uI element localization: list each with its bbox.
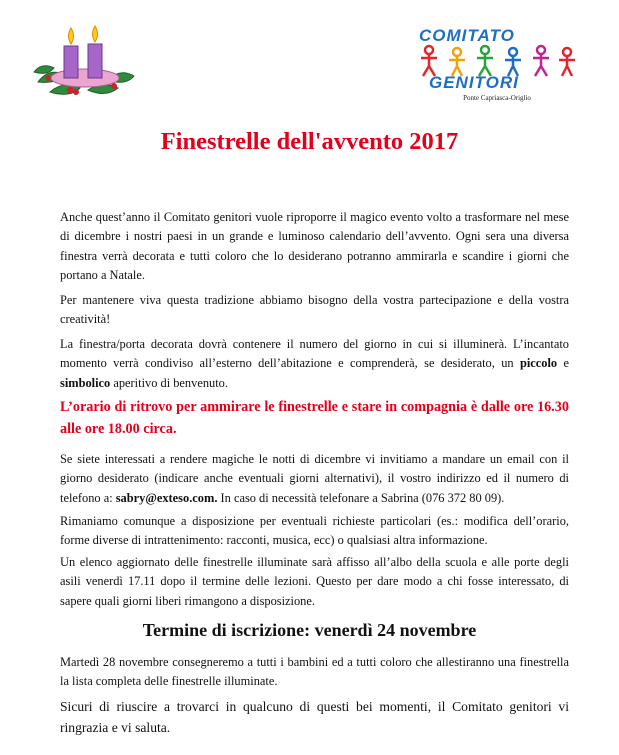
tradition-paragraph: Per mantenere viva questa tradizione abbiamo bisogno della vostra partecipazione e della vostra creatività! [60, 293, 569, 327]
comitato-genitori-logo [409, 24, 585, 104]
window-text-a: La finestra/porta decorata dovrà contenere il numero del giorno in cui si illuminerà. L’incantato momento verrà condiviso all’esterno dell’abitazione e comprenderà, se desiderato, un [60, 337, 569, 371]
logo-title-top: COMITATO [419, 26, 515, 45]
window-bold-small: piccolo [519, 356, 558, 371]
intro-paragraph: Anche quest’anno il Comitato genitori vuole riproporre il magico evento volto a trasformare nel mese di dicembre i nostri paesi in un grande e luminoso calendario dell’avvento. Ogni sera una diversa finestra verrà decorata e tutti coloro che lo desiderano potranno ammirarla e scandire i giorni che portano a Natale. [60, 210, 569, 283]
window-paragraph [60, 335, 569, 393]
availability-paragraph: Rimaniamo comunque a disposizione per eventuali richieste particolari (es.: modifica dell’orario, forme diverse di intrattenimento: racconti, musica, ecc) o qualsiasi altra informazione. [60, 514, 569, 548]
advent-candles-icon [30, 20, 140, 100]
window-text-b: e [557, 356, 569, 371]
logo-place: Ponte Capriasca-Origlio [463, 94, 531, 102]
contact-email: sabry@exteso.com. [115, 490, 218, 505]
window-bold-symbolic: simbolico [60, 375, 111, 390]
deadline-heading: Termine di iscrizione: venerdì 24 novembre [142, 620, 477, 640]
logo-title-bottom: GENITORI [429, 73, 519, 92]
schedule-paragraph: L’orario di ritrovo per ammirare le finestrelle e stare in compagnia è dalle ore 16.30 alle ore 18.00 circa. [60, 399, 569, 437]
window-text-c: aperitivo di benvenuto. [110, 375, 228, 390]
closing-paragraph: Sicuri di riuscire a trovarci in qualcuno di questi bei momenti, il Comitato genitori vi ringrazia e vi saluta. [60, 699, 569, 735]
contact-text-a: Se siete interessati a rendere magiche le notti di dicembre vi invitiamo a mandare un email con il giorno desiderato (indicare anche eventuali giorni alternativi), il vostro indirizzo ed il numero di telefono a: [60, 452, 569, 505]
list-paragraph: Un elenco aggiornato delle finestrelle illuminate sarà affisso all’albo della scuola e alle porte degli asili venerdì 17.11 dopo il termine delle lezioni. Questo per dare modo a chi fosse interessato, di sapere quali giorni liberi rimangono a disposizione. [60, 555, 569, 608]
contact-text-b: In caso di necessità telefonare a Sabrina (076 372 80 09). [217, 490, 505, 505]
page-title: Finestrelle dell'avvento 2017 [160, 128, 459, 155]
delivery-paragraph: Martedì 28 novembre consegneremo a tutti i bambini ed a tutti coloro che allestiranno una finestrella la lista completa delle finestrelle illuminate. [60, 655, 569, 689]
contact-paragraph [60, 450, 569, 508]
